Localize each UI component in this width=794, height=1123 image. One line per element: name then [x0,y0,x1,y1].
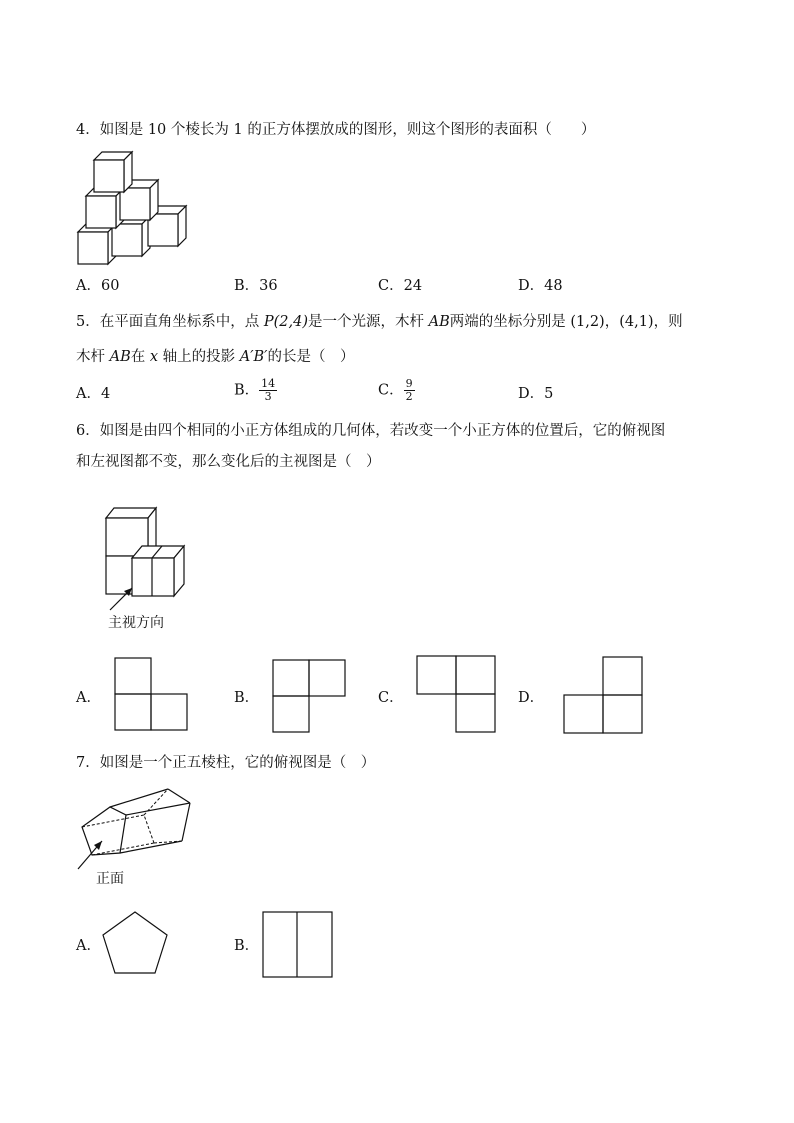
q6-caption-view-direction: 主视方向 [108,615,164,631]
q5-option-a[interactable]: A．4 [76,386,111,402]
q6-option-a-figure[interactable] [114,657,190,731]
q6-option-a-label[interactable]: A． [76,690,101,706]
rod-ab: AB [109,349,131,365]
q5-option-d[interactable]: D．5 [518,386,554,402]
q4-stem: 4．如图是 10 个棱长为 1 的正方体摆放成的图形，则这个图形的表面积（ ） [76,122,596,138]
q5-option-c[interactable]: C． $\frac{9}{2}$ [378,377,413,403]
cube [78,224,116,264]
q5-stem-line1: 5．在平面直角坐标系中，点 P(2,4)是一个光源，木杆 AB两端的坐标分别是 (1,2)，(4,1)，则 [76,314,683,330]
axis-x: x [149,349,159,365]
q7-caption-front: 正面 [96,871,124,887]
cube [86,188,124,228]
q5-option-b[interactable]: B． $\frac{14}{3}$ [234,377,276,403]
q6-stem-line2: 和左视图都不变，那么变化后的主视图是（ ） [76,454,381,470]
fraction: $\frac{14}{3}$ [261,377,276,403]
point-p: P(2,4) [263,314,308,330]
fraction: $\frac{9}{2}$ [405,377,413,403]
coord-b: (4,1) [619,314,654,330]
q7-pentagonal-prism-figure [74,785,196,875]
q4-option-c[interactable]: C．24 [378,278,423,294]
q6-option-c-figure[interactable] [416,655,498,735]
q6-stem-line1: 6．如图是由四个相同的小正方体组成的几何体，若改变一个小正方体的位置后，它的俯视图 [76,423,666,439]
q4-option-d[interactable]: D．48 [518,278,563,294]
q4-option-a[interactable]: A．60 [76,278,120,294]
projection: A′B′ [239,349,268,365]
q7-option-b-label[interactable]: B． [234,938,260,954]
q7-option-a-pentagon-figure[interactable] [100,910,170,976]
q6-option-c-label[interactable]: C． [378,690,404,706]
q6-solid-figure [100,506,200,616]
q6-option-b-figure[interactable] [272,659,348,733]
q4-cube-stack-figure [74,152,189,264]
q7-option-b-rectangle-figure[interactable] [262,911,334,979]
q6-option-b-label[interactable]: B． [234,690,260,706]
q6-option-d-label[interactable]: D． [518,690,545,706]
q7-option-a-label[interactable]: A． [76,938,101,954]
q7-stem: 7．如图是一个正五棱柱，它的俯视图是（ ） [76,755,376,771]
q4-option-b[interactable]: B．36 [234,278,278,294]
coord-a: (1,2) [570,314,605,330]
q6-option-d-figure[interactable] [563,656,645,736]
cube [94,152,132,192]
rod-ab: AB [428,314,450,330]
q5-stem-line2: 木杆 AB在 x 轴上的投影 A′B′的长是（ ） [76,349,355,365]
